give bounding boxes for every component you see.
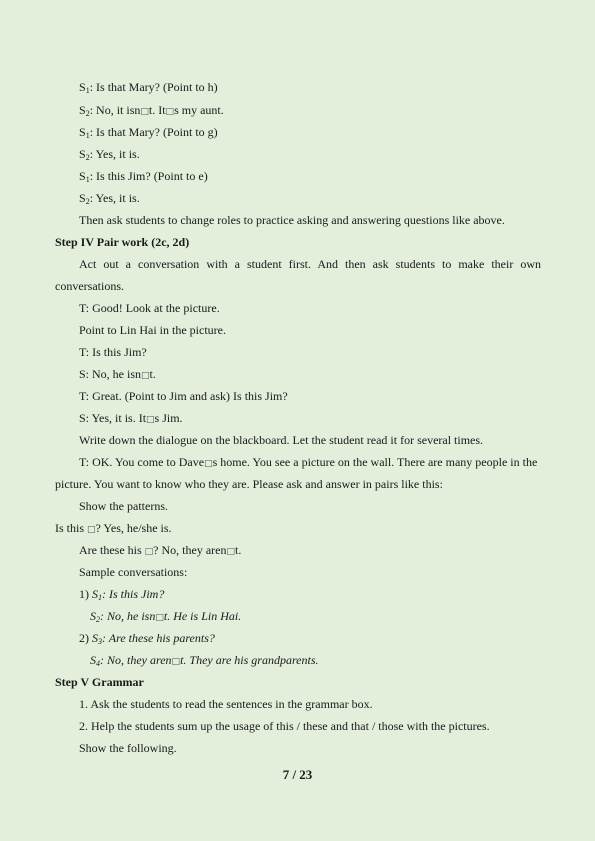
paragraph-line: Write down the dialogue on the blackboard. Let the student read it for several times.: [79, 433, 484, 447]
missing-glyph: □: [140, 107, 149, 117]
paragraph-line: T: OK. You come to Dave□s home. You see a picture on the wall. There are many people in the: [79, 455, 538, 469]
paragraph-line: T: Great. (Point to Jim and ask) Is this Jim?: [79, 389, 288, 403]
missing-glyph: □: [204, 459, 213, 469]
paragraph-line: T: Is this Jim?: [79, 345, 147, 359]
paragraph-line: 2. Help the students sum up the usage of this / these and that / those with the pictures.: [79, 719, 490, 733]
sample-line: 2) $S_3$: Are these his parents?: [79, 631, 215, 646]
dialogue-line: $S_1$: Is that Mary? (Point to g): [79, 125, 218, 140]
paragraph-line: 1. Ask the students to read the sentences in the grammar box.: [79, 697, 373, 711]
paragraph-line: Then ask students to change roles to practice asking and answering questions like above.: [79, 213, 505, 227]
section-heading: Step IV Pair work (2c, 2d): [55, 235, 190, 249]
missing-glyph: □: [171, 657, 181, 667]
paragraph-line: Show the following.: [79, 741, 177, 755]
paragraph-line: S: No, he isn□t.: [79, 367, 156, 381]
dialogue-line: $S_2$: Yes, it is.: [79, 191, 140, 206]
missing-glyph: □: [146, 415, 155, 425]
paragraph-line: Act out a conversation with a student first. And then ask students to make their own: [79, 257, 541, 271]
paragraph-line: picture. You want to know who they are. Please ask and answer in pairs like this:: [55, 477, 443, 491]
paragraph-line: T: Good! Look at the picture.: [79, 301, 220, 315]
paragraph-line: Show the patterns.: [79, 499, 168, 513]
paragraph-line: S: Yes, it is. It□s Jim.: [79, 411, 183, 425]
missing-glyph: □: [226, 547, 235, 557]
dialogue-line: $S_2$: Yes, it is.: [79, 147, 140, 162]
missing-glyph: □: [87, 525, 96, 535]
sample-line: 1) $S_1$: Is this Jim?: [79, 587, 165, 602]
page-number: 7 / 23: [282, 767, 313, 782]
missing-glyph: □: [165, 107, 175, 117]
pattern-line: Are these his □? No, they aren□t.: [79, 543, 242, 557]
paragraph-line: Sample conversations:: [79, 565, 188, 579]
dialogue-line: $S_1$: Is this Jim? (Point to e): [79, 169, 208, 184]
section-heading: Step V Grammar: [55, 675, 144, 689]
missing-glyph: □: [141, 371, 150, 381]
pattern-line: Is this □? Yes, he/she is.: [55, 521, 172, 535]
dialogue-line: $S_2$: No, it isn□t. It□s my aunt.: [79, 103, 224, 118]
paragraph-line: Point to Lin Hai in the picture.: [79, 323, 226, 337]
missing-glyph: □: [144, 547, 154, 557]
dialogue-line: $S_1$: Is that Mary? (Point to h): [79, 80, 218, 95]
sample-line: $S_2$: No, he isn□t. He is Lin Hai.: [90, 609, 242, 624]
sample-line: $S_4$: No, they aren□t. They are his grandparents.: [90, 653, 319, 668]
paragraph-line: conversations.: [55, 279, 124, 293]
missing-glyph: □: [155, 613, 164, 623]
